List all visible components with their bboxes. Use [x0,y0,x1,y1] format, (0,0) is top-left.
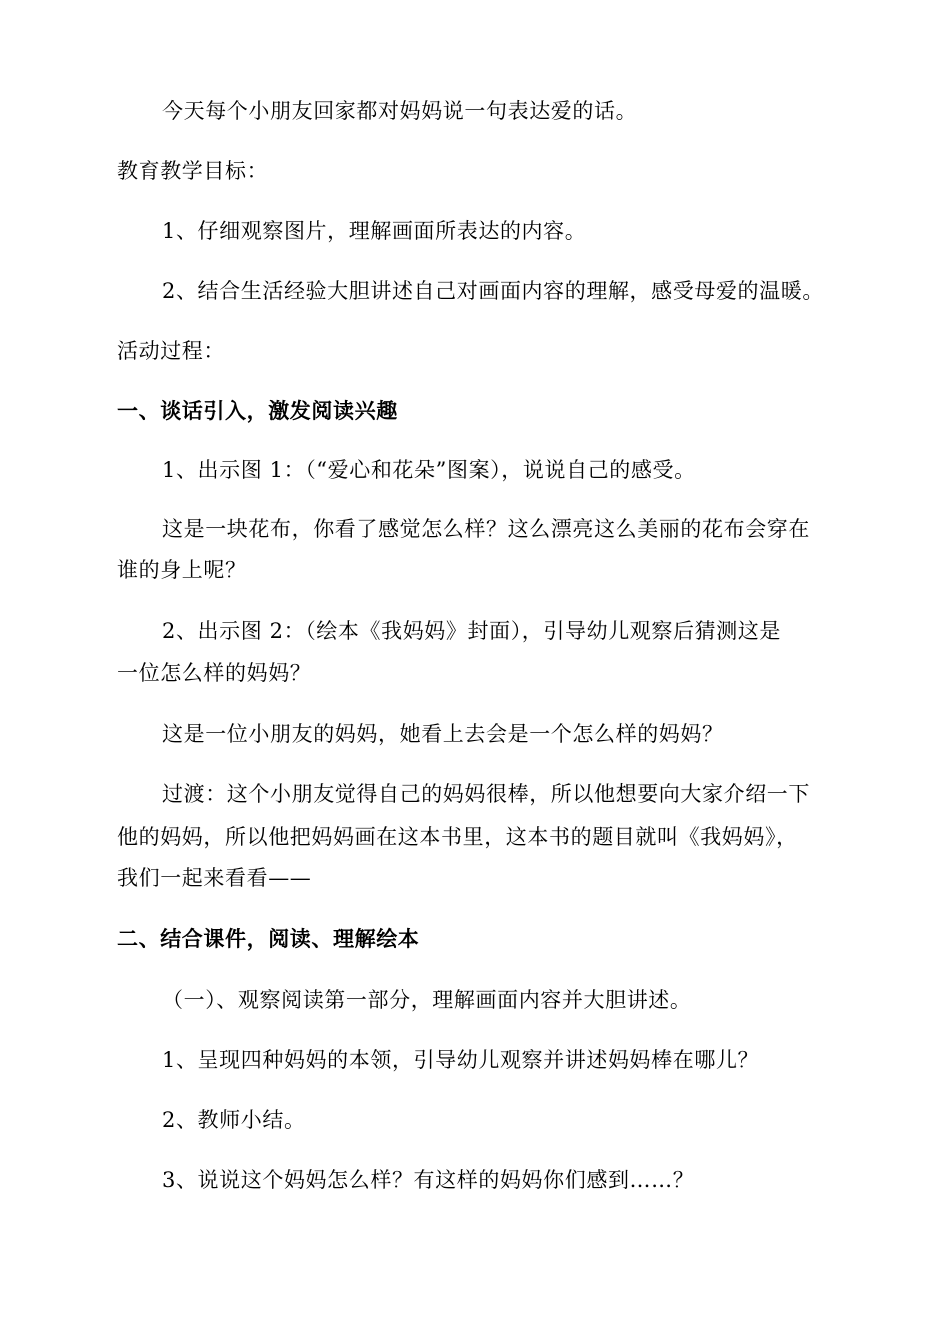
step-1-1: 1、出示图 1：（“爱心和花朵”图案），说说自己的感受。 [162,458,696,482]
closing-sentence: 今天每个小朋友回家都对妈妈说一句表达爱的话。 [162,99,638,123]
paragraph-line: 这是一块花布，你看了感觉怎么样？这么漂亮这么美丽的花布会穿在 [162,517,810,541]
section-1-heading: 一、谈话引入，激发阅读兴趣 [117,398,398,423]
process-label: 活动过程： [117,339,225,363]
paragraph-line: 谁的身上呢？ [117,558,247,582]
step-1-2: 2、出示图 2：（绘本《我妈妈》封面），引导幼儿观察后猜测这是 [162,619,781,643]
step-2-1: 1、呈现四种妈妈的本领，引导幼儿观察并讲述妈妈棒在哪儿？ [162,1048,760,1072]
goal-2: 2、结合生活经验大胆讲述自己对画面内容的理解，感受母爱的温暖。 [162,279,824,303]
goal-1: 1、仔细观察图片，理解画面所表达的内容。 [162,219,587,243]
transition-line: 我们一起来看看—— [117,866,312,890]
goals-label: 教育教学目标： [117,159,269,183]
step-2-3: 3、说说这个妈妈怎么样？有这样的妈妈你们感到……？ [162,1168,695,1192]
subsection-heading: （一）、观察阅读第一部分，理解画面内容并大胆讲述。 [162,988,692,1012]
paragraph-line: 一位怎么样的妈妈？ [117,661,312,685]
paragraph-line: 这是一位小朋友的妈妈，她看上去会是一个怎么样的妈妈？ [162,722,724,746]
transition-line: 过渡：这个小朋友觉得自己的妈妈很棒，所以他想要向大家介绍一下 [162,782,810,806]
step-2-2: 2、教师小结。 [162,1108,306,1132]
section-2-heading: 二、结合课件，阅读、理解绘本 [117,926,420,951]
transition-line: 他的妈妈，所以他把妈妈画在这本书里，这本书的题目就叫《我妈妈》， [117,825,798,849]
